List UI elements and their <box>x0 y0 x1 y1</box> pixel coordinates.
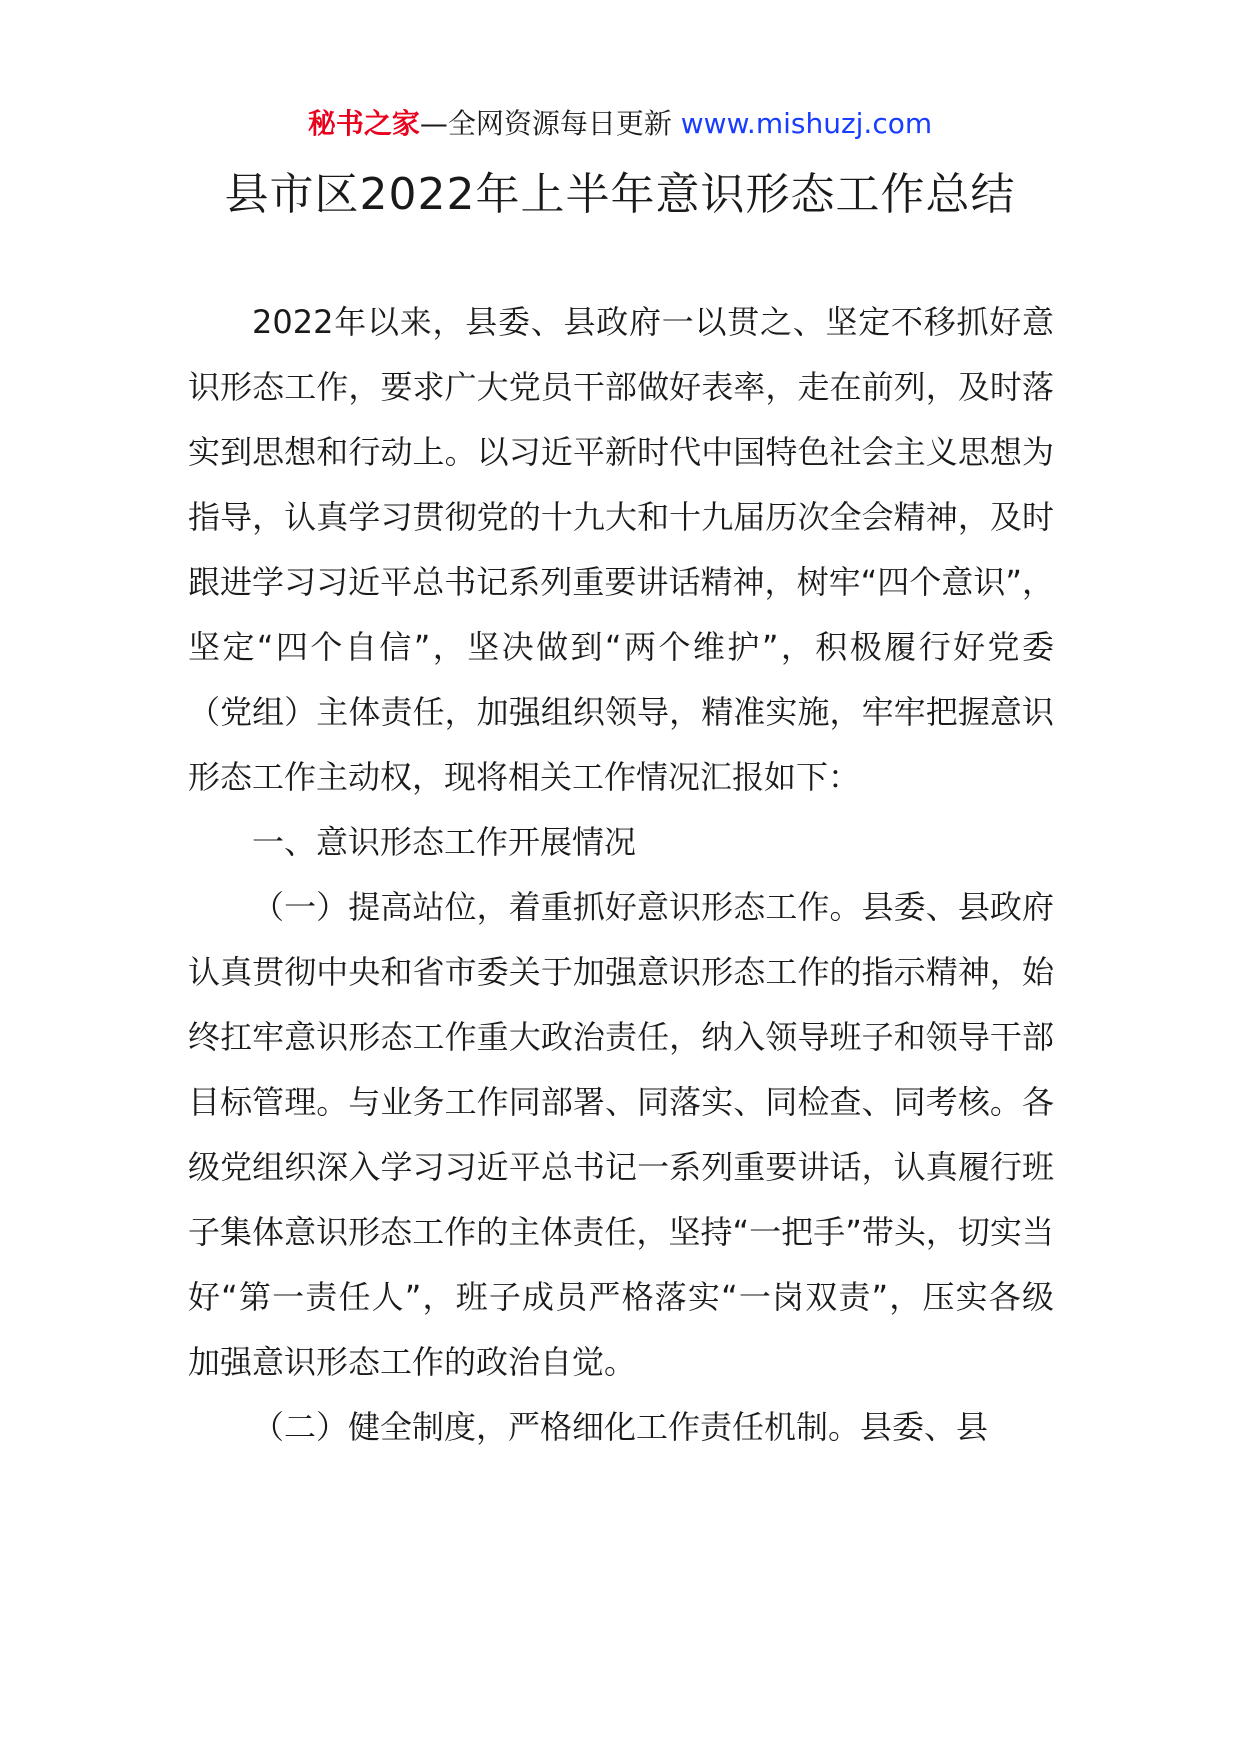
body-paragraph: （一）提高站位，着重抓好意识形态工作。县委、县政府认真贯彻中央和省市委关于加强意识形态工作的指示精神，始终扛牢意识形态工作重大政治责任，纳入领导班子和领导干部目标管理。与业务工作同部署、同落实、同检查、同考核。各级党组织深入学习习近平总书记一系列重要讲话，认真履行班子集体意识形态工作的主体责任，坚持“一把手”带头，切实当好“第一责任人”，班子成员严格落实“一岗双责”，压实各级加强意识形态工作的政治自觉。 <box>188 888 1054 1381</box>
site-url-link[interactable]: www.mishuzj.com <box>680 107 933 140</box>
site-slogan: —全网资源每日更新 <box>419 107 681 140</box>
intro-paragraph: 2022年以来，县委、县政府一以贯之、坚定不移抓好意识形态工作，要求广大党员干部做好表率，走在前列，及时落实到思想和行动上。以习近平新时代中国特色社会主义思想为指导，认真学习贯彻党的十九大和十九届历次全会精神，及时跟进学习习近平总书记系列重要讲话精神，树牢“四个意识”，坚定“四个自信”，坚决做到“两个维护”，积极履行好党委（党组）主体责任，加强组织领导，精准实施，牢牢把握意识形态工作主动权，现将相关工作情况汇报如下： <box>188 303 1054 796</box>
body-paragraph: （二）健全制度，严格细化工作责任机制。县委、县 <box>252 1408 989 1446</box>
site-brand: 秘书之家 <box>307 107 420 140</box>
document-body <box>188 290 1054 1460</box>
section-heading: 一、意识形态工作开展情况 <box>252 823 637 861</box>
site-header <box>0 104 1240 144</box>
document-title: 县市区2022年上半年意识形态工作总结 <box>224 169 1016 220</box>
